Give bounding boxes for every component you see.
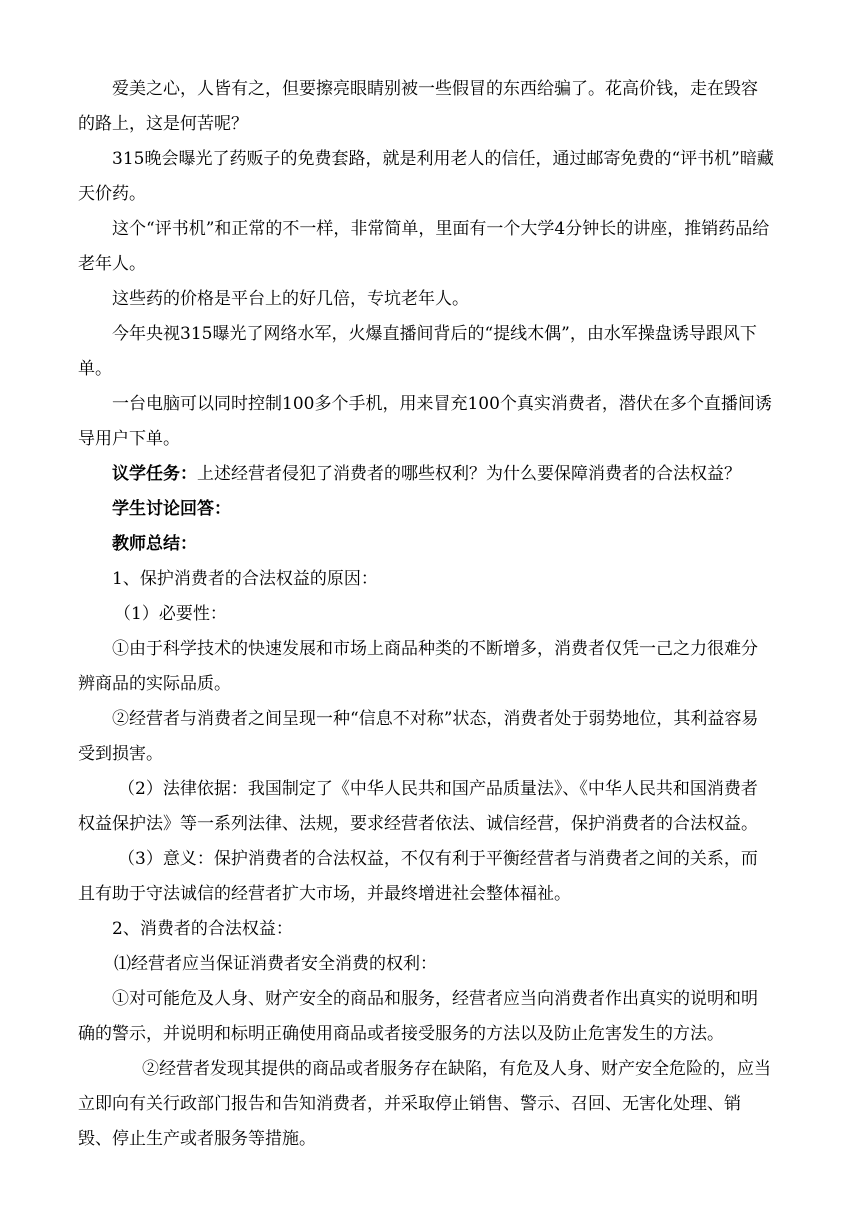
paragraph-beauty: 爱美之心，人皆有之，但要擦亮眼睛别被一些假冒的东西给骗了。花高价钱，走在毁容的路上，这是何苦呢？ xyxy=(78,79,758,134)
task-paragraph xyxy=(0,457,860,492)
paragraph-315-drug: 315晚会曝光了药贩子的免费套路，就是利用老人的信任，通过邮寄免费的“评书机”暗藏天价药。 xyxy=(78,149,774,204)
summary-safety-2: ②经营者发现其提供的商品或者服务存在缺陷，有危及人身、财产安全危险的，应当立即向有关行政部门报告和告知消费者，并采取停止销售、警示、召回、无害化处理、销毁、停止生产或者服务等措施。 xyxy=(78,1059,771,1149)
task-text: 上述经营者侵犯了消费者的哪些权利？为什么要保障消费者的合法权益？ xyxy=(197,464,741,484)
summary-legal-basis: （2）法律依据：我国制定了《中华人民共和国产品质量法》、《中华人民共和国消费者权益保护法》等一系列法律、法规，要求经营者依法、诚信经营，保护消费者的合法权益。 xyxy=(78,779,758,834)
paragraph-storyteller: 这个“评书机”和正常的不一样，非常简单，里面有一个大学4分钟长的讲座，推销药品给老年人。 xyxy=(78,219,770,274)
summary-necessity: （1）必要性： xyxy=(114,604,227,624)
summary-safety-1: ①对可能危及人身、财产安全的商品和服务，经营者应当向消费者作出真实的说明和明确的警示，并说明和标明正确使用商品或者接受服务的方法以及防止危害发生的方法。 xyxy=(78,989,758,1044)
summary-necessity-2: ②经营者与消费者之间呈现一种“信息不对称”状态，消费者处于弱势地位，其利益容易受到损害。 xyxy=(78,709,759,764)
summary-necessity-1: ①由于科学技术的快速发展和市场上商品种类的不断增多，消费者仅凭一己之力很难分辨商品的实际品质。 xyxy=(78,639,758,694)
summary-safety-right: ⑴经营者应当保证消费者安全消费的权利： xyxy=(114,954,437,974)
summary-heading-1: 1、保护消费者的合法权益的原因： xyxy=(112,569,378,589)
paragraph-price: 这些药的价格是平台上的好几倍，专坑老年人。 xyxy=(112,289,469,309)
paragraph-computer: 一台电脑可以同时控制100多个手机，用来冒充100个真实消费者，潜伏在多个直播间诱导用户下单。 xyxy=(78,394,772,449)
discussion-label: 学生讨论回答： xyxy=(112,499,231,519)
summary-heading-2: 2、消费者的合法权益： xyxy=(112,919,293,939)
document-page xyxy=(0,72,860,1157)
summary-label: 教师总结： xyxy=(112,534,197,554)
task-label: 议学任务： xyxy=(112,464,197,484)
paragraph-water-army: 今年央视315曝光了网络水军，火爆直播间背后的“提线木偶”，由水军操盘诱导跟风下单。 xyxy=(78,324,757,379)
summary-significance: （3）意义：保护消费者的合法权益，不仅有利于平衡经营者与消费者之间的关系，而且有助于守法诚信的经营者扩大市场，并最终增进社会整体福祉。 xyxy=(78,849,758,904)
